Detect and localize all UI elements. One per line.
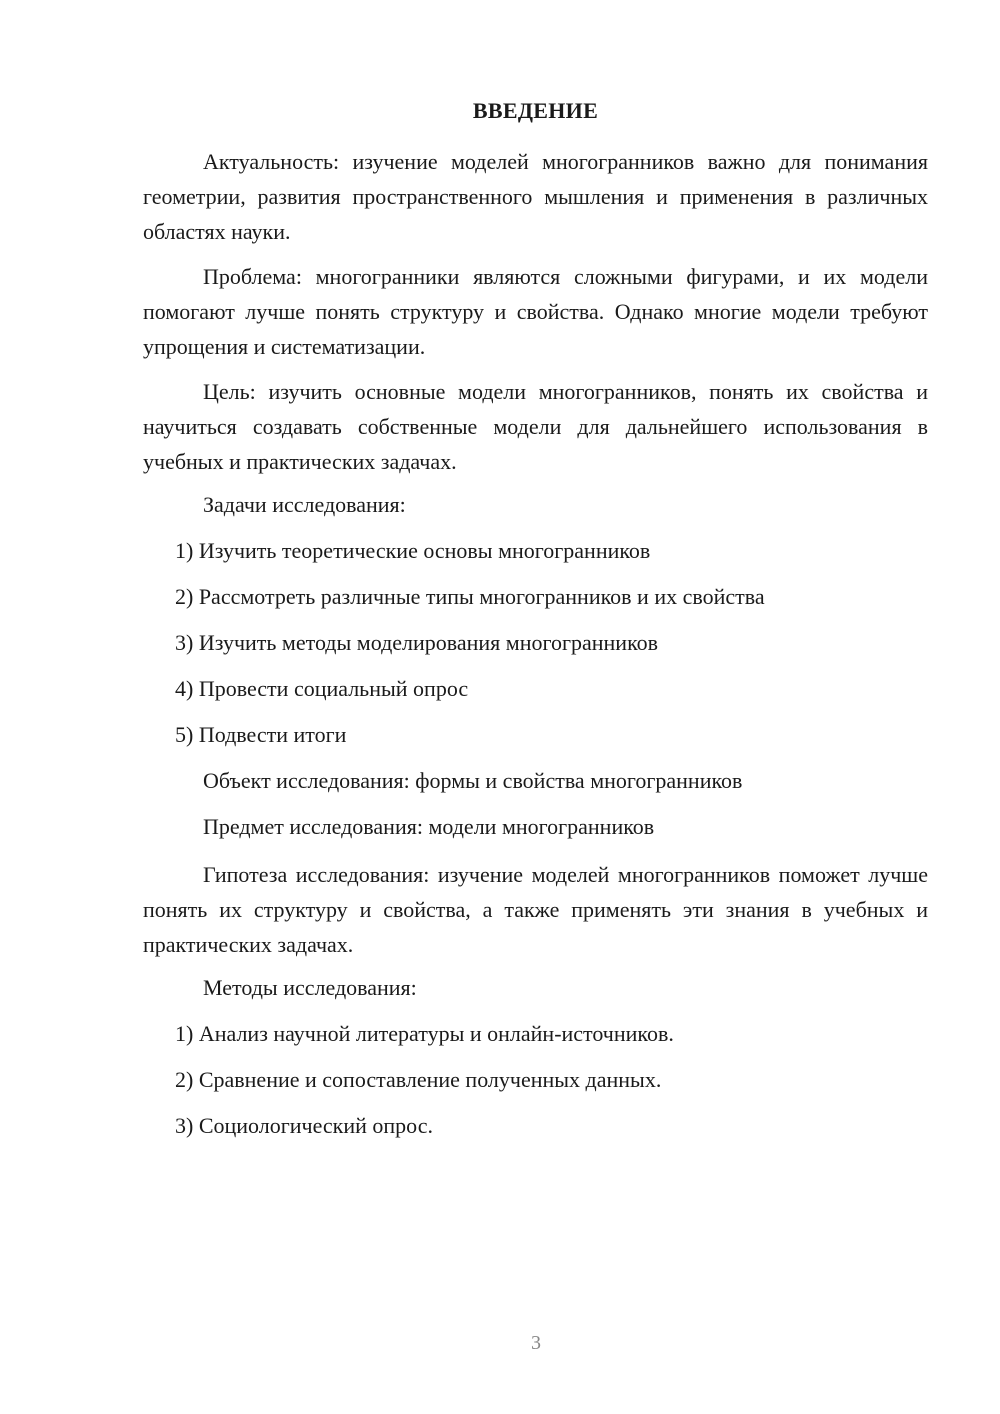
task-item: 4) Провести социальный опрос [175,676,469,701]
task-item: 2) Рассмотреть различные типы многогранников и их свойства [175,584,765,609]
subject-line: Предмет исследования: модели многогранников [203,814,655,839]
section-title: ВВЕДЕНИЕ [472,98,599,123]
task-item: 5) Подвести итоги [175,722,347,747]
problem-paragraph: Проблема: многогранники являются сложными фигурами, и их модели помогают лучше понять структуру и свойства. Однако многие модели требуют упрощения и систематизации. [143,264,928,359]
page-number: 3 [531,1332,541,1354]
task-item: 1) Изучить теоретические основы многогранников [175,538,651,563]
hypothesis-paragraph: Гипотеза исследования: изучение моделей многогранников поможет лучше понять их структуру и свойства, а также применять эти знания в учебных и практических задачах. [143,862,928,957]
method-item: 2) Сравнение и сопоставление полученных данных. [175,1067,662,1092]
method-item: 1) Анализ научной литературы и онлайн-источников. [175,1021,674,1046]
task-item: 3) Изучить методы моделирования многогранников [175,630,659,655]
goal-paragraph: Цель: изучить основные модели многогранников, понять их свойства и научиться создавать собственные модели для дальнейшего использования в учебных и практических задачах. [143,379,928,474]
methods-heading: Методы исследования: [203,975,417,1000]
relevance-paragraph: Актуальность: изучение моделей многогранников важно для понимания геометрии, развития пространственного мышления и применения в различных областях науки. [143,149,928,244]
document-page [143,95,928,1156]
tasks-heading: Задачи исследования: [203,492,406,517]
object-line: Объект исследования: формы и свойства многогранников [203,768,743,793]
method-item: 3) Социологический опрос. [175,1113,433,1138]
